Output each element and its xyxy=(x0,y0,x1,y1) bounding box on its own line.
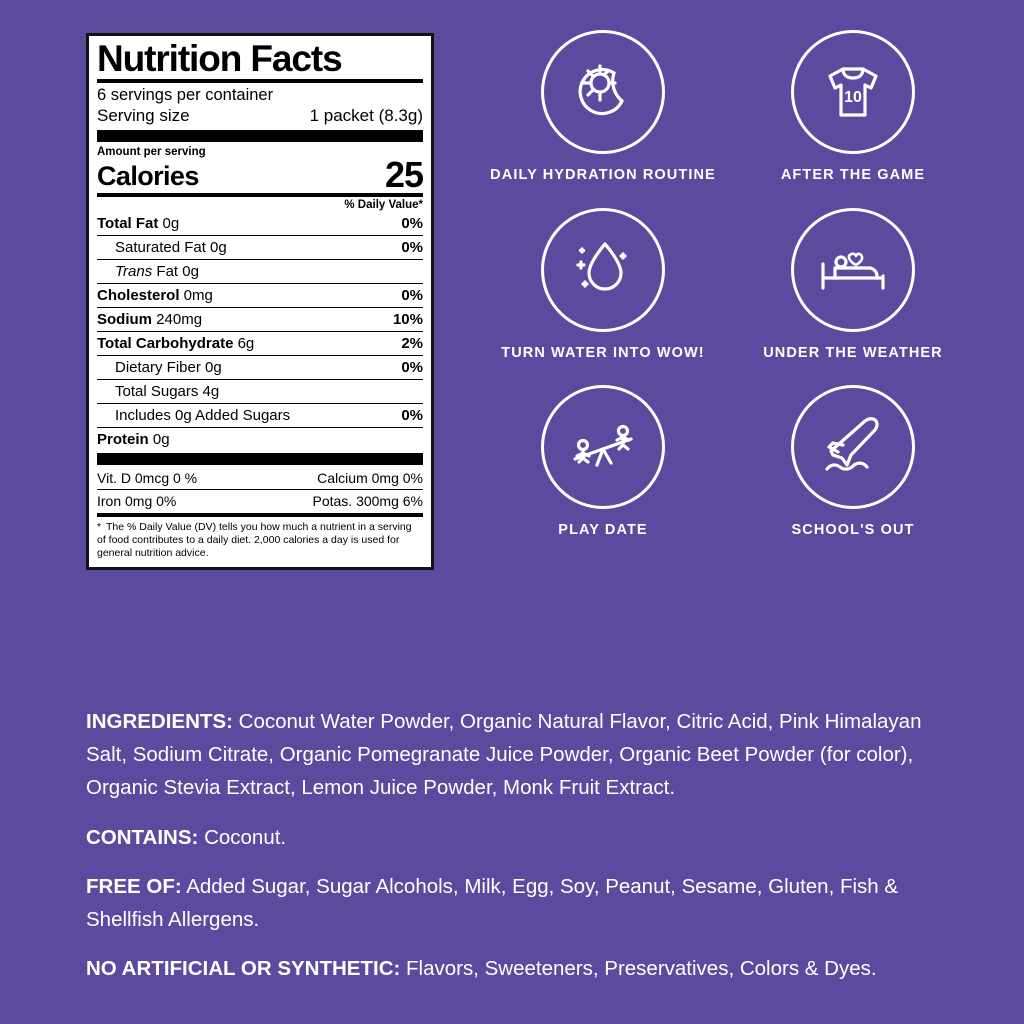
vitamin-right: Calcium 0mg 0% xyxy=(317,470,423,487)
footnote-asterisk: * xyxy=(97,521,102,534)
footnote-text: The % Daily Value (DV) tells you how much a nutrient in a serving of food contributes to a daily diet. 2,000 calories a day is used for general nutrition advice. xyxy=(97,521,412,560)
contains-label: CONTAINS: xyxy=(86,825,199,849)
sick-in-bed-icon xyxy=(791,208,915,332)
nutrient-row xyxy=(97,259,423,283)
nutrient-amount: 0g xyxy=(148,431,170,449)
contains-text: Coconut. xyxy=(198,825,287,849)
calories-label: Calories xyxy=(97,161,199,192)
nutrient-amount: 240mg xyxy=(152,311,203,329)
nutrient-name: Total Fat 0g xyxy=(97,215,180,233)
icon-cell-after-the-game xyxy=(728,30,978,186)
nutrient-amount: 4g xyxy=(198,383,220,401)
nutrient-amount: 0g xyxy=(200,359,222,377)
nutrient-name: Total Carbohydrate 6g xyxy=(97,335,255,353)
nutrient-amount: 6g xyxy=(233,335,255,353)
serving-size-value: 1 packet (8.3g) xyxy=(309,106,423,125)
nutrient-row xyxy=(97,403,423,427)
no-artificial-label: NO ARTIFICIAL OR SYNTHETIC: xyxy=(86,957,401,981)
daily-value-header: % Daily Value* xyxy=(344,199,423,212)
servings-per-container: 6 servings per container xyxy=(97,85,274,104)
airplane-icon xyxy=(791,385,915,509)
nutrient-row xyxy=(97,379,423,403)
nutrient-amount: 0mg xyxy=(179,287,213,305)
nutrient-daily-value: 0% xyxy=(401,287,423,305)
product-info-text xyxy=(86,705,946,1001)
vitamin-row xyxy=(97,489,423,512)
ingredients-paragraph xyxy=(86,705,946,805)
icon-label: SCHOOL'S OUT xyxy=(791,522,915,539)
footnote xyxy=(97,513,423,560)
serving-size-row xyxy=(97,106,423,128)
nutrient-daily-value: 0% xyxy=(401,239,423,257)
serving-size-label: Serving size xyxy=(97,106,190,125)
icon-label: PLAY DATE xyxy=(558,522,648,539)
icon-label: UNDER THE WEATHER xyxy=(763,344,943,361)
nutrient-row xyxy=(97,212,423,235)
seesaw-icon xyxy=(541,385,665,509)
calories-value: 25 xyxy=(384,154,423,195)
free-of-paragraph xyxy=(86,870,946,936)
icon-cell-schools-out xyxy=(728,385,978,541)
nutrient-name: Trans Fat 0g xyxy=(115,263,199,281)
nutrient-name: Includes 0g Added Sugars xyxy=(115,407,291,425)
ingredients-text: Coconut Water Powder, Organic Natural Flavor, Citric Acid, Pink Himalayan Salt, Sodium Citrate, Organic Pomegranate Juice Powder, Organic Beet Powder (for color), Organic Stevia Extract, Lemon Juice Powder, Monk Fruit Extract. xyxy=(86,710,922,800)
icon-cell-play-date xyxy=(478,385,728,541)
free-of-text: Added Sugar, Sugar Alcohols, Milk, Egg, Soy, Peanut, Sesame, Gluten, Fish & Shellfish Allergens. xyxy=(86,874,899,932)
icon-cell-under-the-weather xyxy=(728,208,978,364)
nutrient-daily-value: 0% xyxy=(401,215,423,233)
nutrient-amount: 0g xyxy=(205,239,227,257)
nutrition-facts-title: Nutrition Facts xyxy=(97,38,342,79)
nutrient-amount: 0g xyxy=(158,215,180,233)
nutrient-daily-value: 2% xyxy=(401,335,423,353)
vitamin-right: Potas. 300mg 6% xyxy=(312,493,423,510)
free-of-label: FREE OF: xyxy=(86,874,182,898)
divider-thick xyxy=(97,130,423,142)
no-artificial-paragraph xyxy=(86,952,946,985)
use-case-icon-grid xyxy=(478,30,978,541)
nutrient-row xyxy=(97,235,423,259)
nutrient-name: Dietary Fiber 0g xyxy=(115,359,222,377)
vitamin-left: Vit. D 0mcg 0 % xyxy=(97,470,198,487)
icon-cell-turn-water-into-wow xyxy=(478,208,728,364)
ingredients-label: INGREDIENTS: xyxy=(86,710,233,733)
icon-cell-daily-hydration xyxy=(478,30,728,186)
nutrient-row xyxy=(97,283,423,307)
vitamin-rows xyxy=(97,467,423,512)
nutrient-daily-value: 10% xyxy=(392,311,423,329)
divider-thick xyxy=(97,453,423,465)
icon-label: AFTER THE GAME xyxy=(780,167,926,183)
contains-paragraph xyxy=(86,821,946,854)
nutrient-daily-value: 0% xyxy=(401,359,423,377)
nutrient-rows xyxy=(97,212,423,451)
nutrient-amount: Fat 0g xyxy=(152,263,199,281)
no-artificial-text: Flavors, Sweeteners, Preservatives, Colors & Dyes. xyxy=(400,957,877,981)
amount-per-serving-label: Amount per serving xyxy=(97,146,206,158)
jersey-icon xyxy=(791,30,915,154)
water-drop-icon xyxy=(541,208,665,332)
nutrient-name: Cholesterol 0mg xyxy=(97,287,213,305)
vitamin-row xyxy=(97,467,423,489)
nutrient-name: Saturated Fat 0g xyxy=(115,239,227,257)
icon-label: TURN WATER INTO WOW! xyxy=(501,344,705,361)
nutrient-daily-value: 0% xyxy=(401,407,423,425)
nutrient-row xyxy=(97,355,423,379)
nutrient-name: Total Sugars 4g xyxy=(115,383,220,401)
sun-moon-icon xyxy=(541,30,665,154)
nutrient-row xyxy=(97,307,423,331)
nutrition-facts-panel xyxy=(86,33,434,570)
svg-text:10: 10 xyxy=(844,89,862,106)
calories-row xyxy=(97,154,423,195)
icon-label: DAILY HYDRATION ROUTINE xyxy=(490,167,716,183)
nutrient-row xyxy=(97,427,423,451)
nutrient-row xyxy=(97,331,423,355)
nutrient-name: Protein 0g xyxy=(97,431,170,449)
vitamin-left: Iron 0mg 0% xyxy=(97,493,177,510)
nutrient-name: Sodium 240mg xyxy=(97,311,203,329)
